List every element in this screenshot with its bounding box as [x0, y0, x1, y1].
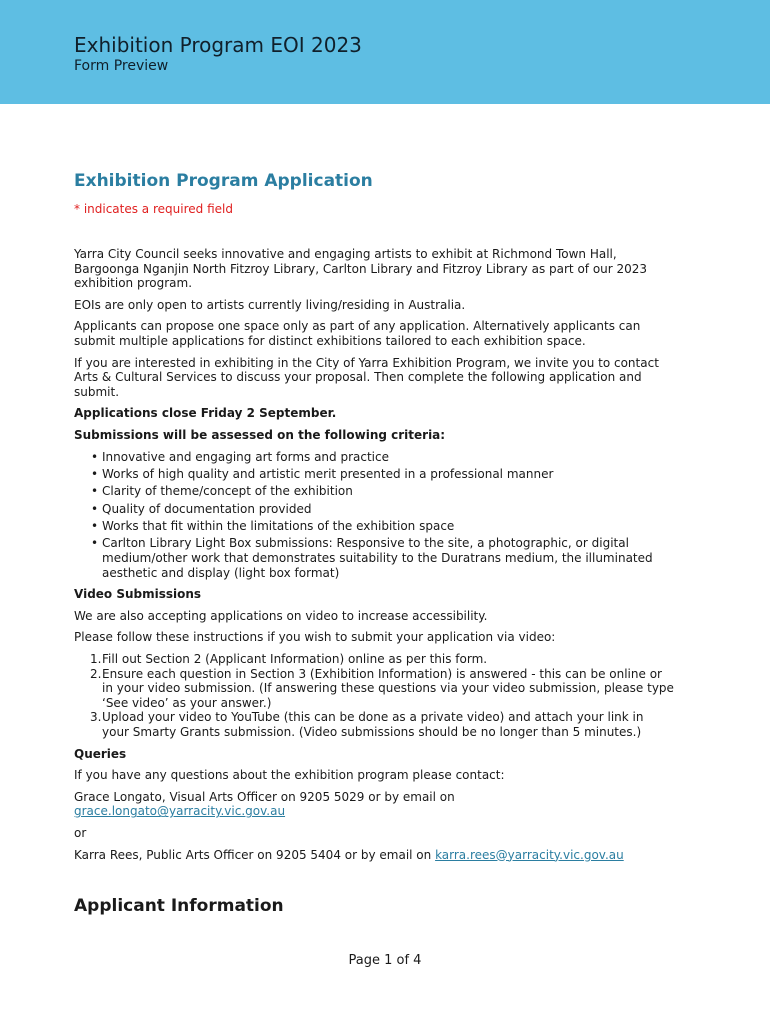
video-paragraph-1: We are also accepting applications on video to increase accessibility.: [74, 608, 488, 623]
contact-grace-text: Grace Longato, Visual Arts Officer on 9205 5029 or by email on: [74, 789, 455, 804]
video-step: Ensure each question in Section 3 (Exhibition Information) is answered - this can be online or in your video submission. (If answering these questions via your video submission, please type ‘See video’ as your answer.): [102, 666, 674, 710]
queries-paragraph: If you have any questions about the exhibition program please contact:: [74, 768, 505, 783]
intro-paragraph-3: Applicants can propose one space only as part of any application. Alternatively applicants can submit multiple applications for distinct exhibitions tailored to each exhibition space.: [74, 319, 641, 348]
intro-paragraph-2: EOIs are only open to artists currently living/residing in Australia.: [74, 297, 466, 312]
queries-heading: Queries: [74, 746, 127, 761]
karra-email-link[interactable]: karra.rees@yarracity.vic.gov.au: [435, 847, 624, 862]
criteria-item: • Carlton Library Light Box submissions: Responsive to the site, a photographic, or digital medium/other work that demonstrates suitability to the Duratrans medium, the illuminated aesthetic and display (light box format): [102, 536, 674, 580]
form-title: Exhibition Program EOI 2023: [74, 33, 362, 57]
contact-grace: [74, 790, 674, 819]
video-steps-list: [74, 652, 674, 740]
contact-karra-text: Karra Rees, Public Arts Officer on 9205 5404 or by email on: [74, 847, 436, 862]
video-heading: Video Submissions: [74, 587, 202, 602]
video-step: Fill out Section 2 (Applicant Information) online as per this form.: [102, 652, 488, 667]
form-subtitle: Form Preview: [74, 58, 169, 74]
required-note: * indicates a required field: [74, 202, 233, 216]
or-text: or: [74, 825, 87, 840]
intro-paragraph-1: Yarra City Council seeks innovative and engaging artists to exhibit at Richmond Town Hall, Bargoonga Nganjin North Fitzroy Library, Carlton Library and Fitzroy Library as part of our 2023 exhibition program.: [74, 247, 648, 291]
criteria-item: • Works that fit within the limitations of the exhibition space: [102, 519, 674, 534]
page-number: Page 1 of 4: [348, 953, 422, 968]
criteria-list: [74, 450, 674, 581]
applicant-information-title: Applicant Information: [74, 896, 284, 917]
intro-paragraph-4: If you are interested in exhibiting in the City of Yarra Exhibition Program, we invite you to contact Arts & Cultural Services to discuss your proposal. Then complete the following application and submit.: [74, 355, 659, 399]
header-banner: [0, 0, 770, 104]
grace-email-link[interactable]: grace.longato@yarracity.vic.gov.au: [74, 804, 286, 819]
contact-karra: [74, 848, 674, 863]
criteria-item: • Innovative and engaging art forms and practice: [102, 450, 674, 465]
form-content: [74, 170, 674, 917]
criteria-item: • Clarity of theme/concept of the exhibition: [102, 484, 674, 499]
criteria-heading: Submissions will be assessed on the following criteria:: [74, 427, 446, 442]
section-title: Exhibition Program Application: [74, 171, 373, 191]
criteria-item: • Works of high quality and artistic merit presented in a professional manner: [102, 467, 674, 482]
video-paragraph-2: Please follow these instructions if you wish to submit your application via video:: [74, 630, 556, 645]
video-step: Upload your video to YouTube (this can be done as a private video) and attach your link in your Smarty Grants submission. (Video submissions should be no longer than 5 minutes.): [102, 710, 644, 740]
criteria-item: • Quality of documentation provided: [102, 502, 674, 517]
close-date: Applications close Friday 2 September.: [74, 406, 337, 421]
